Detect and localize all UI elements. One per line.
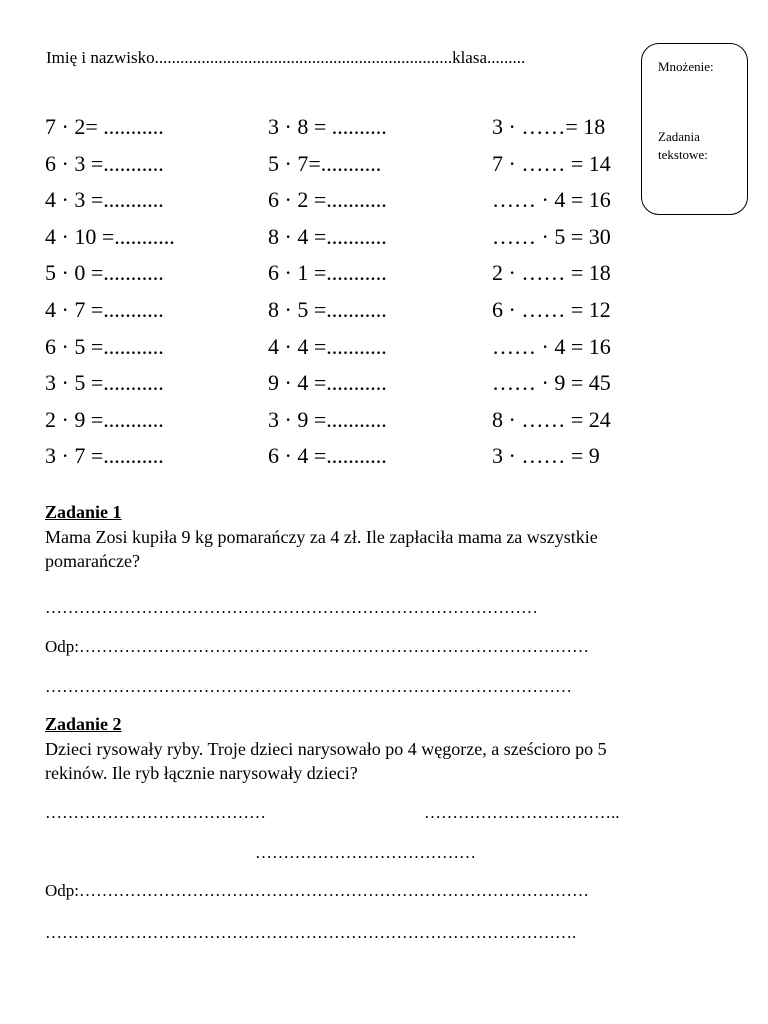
task2-extra-line: ………………………………………………………………………………….: [45, 923, 577, 942]
equation-c2-r5: 6 · 1 =...........: [268, 260, 387, 285]
equation-c2-r8: 9 · 4 =...........: [268, 370, 387, 395]
equation-c3-r3: …… · 4 = 16: [492, 187, 611, 212]
task2-title: Zadanie 2: [45, 714, 122, 734]
grade-box-label-1: Zadania: [658, 129, 700, 144]
grade-box-title: Mnożenie:: [658, 59, 714, 74]
task2-answer-line: Odp:………………………………………………………………………………: [45, 881, 589, 900]
equation-c2-r1: 3 · 8 = ..........: [268, 114, 387, 139]
task2-work-line-left: …………………………………: [45, 803, 266, 822]
task2-work-line-right: ……………………………..: [424, 803, 620, 822]
equation-c3-r8: …… · 9 = 45: [492, 370, 611, 395]
equation-c1-r5: 5 · 0 =...........: [45, 260, 164, 285]
equation-c3-r5: 2 · …… = 18: [492, 260, 611, 285]
equation-c1-r3: 4 · 3 =...........: [45, 187, 164, 212]
task2-text-line1: Dzieci rysowały ryby. Troje dzieci narysowało po 4 węgorze, a sześcioro po 5: [45, 739, 607, 759]
equation-c3-r1: 3 · ……= 18: [492, 114, 606, 139]
task1-title: Zadanie 1: [45, 502, 122, 522]
task2-text-line2: rekinów. Ile ryb łącznie narysowały dzieci?: [45, 763, 358, 783]
equation-c3-r10: 3 · …… = 9: [492, 443, 600, 468]
equation-c1-r10: 3 · 7 =...........: [45, 443, 164, 468]
equation-c3-r4: …… · 5 = 30: [492, 224, 611, 249]
task1-text-line2: pomarańcze?: [45, 551, 140, 571]
task1-extra-line: …………………………………………………………………………………: [45, 677, 572, 696]
equation-c3-r9: 8 · …… = 24: [492, 407, 611, 432]
name-class-line: Imię i nazwisko......................................................................klasa.........: [46, 48, 526, 67]
equation-c1-r2: 6 · 3 =...........: [45, 151, 164, 176]
grade-box: [641, 43, 748, 215]
equation-c1-r9: 2 · 9 =...........: [45, 407, 164, 432]
equation-c1-r8: 3 · 5 =...........: [45, 370, 164, 395]
equation-c1-r7: 6 · 5 =...........: [45, 334, 164, 359]
equation-c3-r6: 6 · …… = 12: [492, 297, 611, 322]
equation-c2-r3: 6 · 2 =...........: [268, 187, 387, 212]
task1-work-line: ……………………………………………………………………………: [45, 598, 538, 617]
task1-text-line1: Mama Zosi kupiła 9 kg pomarańczy za 4 zł. Ile zapłaciła mama za wszystkie: [45, 527, 598, 547]
equation-c2-r4: 8 · 4 =...........: [268, 224, 387, 249]
equation-c2-r10: 6 · 4 =...........: [268, 443, 387, 468]
equation-c1-r1: 7 · 2= ...........: [45, 114, 164, 139]
equation-c2-r6: 8 · 5 =...........: [268, 297, 387, 322]
equation-c3-r2: 7 · …… = 14: [492, 151, 611, 176]
equation-c2-r9: 3 · 9 =...........: [268, 407, 387, 432]
grade-box-label-2: tekstowe:: [658, 147, 708, 162]
equation-c1-r6: 4 · 7 =...........: [45, 297, 164, 322]
equation-c2-r7: 4 · 4 =...........: [268, 334, 387, 359]
task2-work-line-center: …………………………………: [255, 843, 476, 862]
equation-c3-r7: …… · 4 = 16: [492, 334, 611, 359]
equation-c1-r4: 4 · 10 =...........: [45, 224, 175, 249]
equation-c2-r2: 5 · 7=...........: [268, 151, 382, 176]
task1-answer-line: Odp:………………………………………………………………………………: [45, 637, 589, 656]
